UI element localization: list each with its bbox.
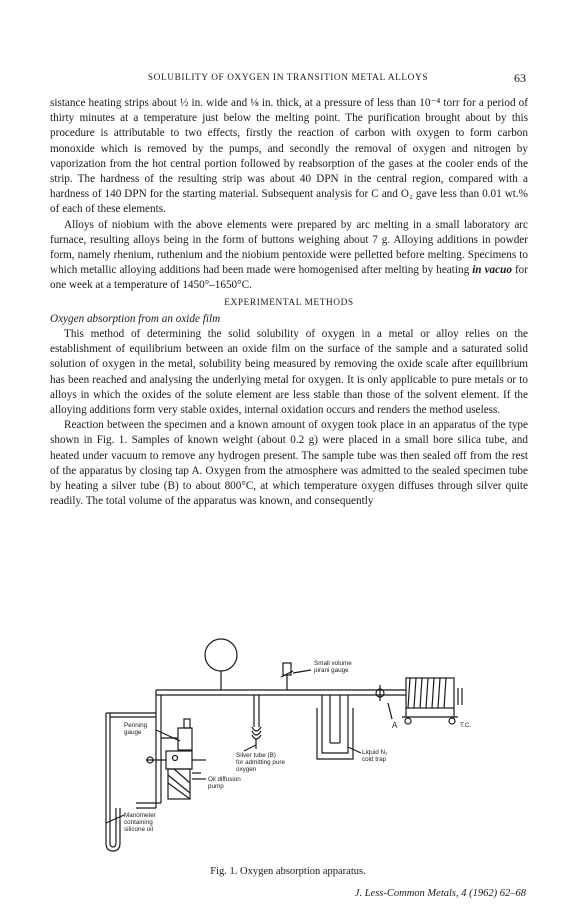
paragraph-2-text: Alloys of niobium with the above elements were prepared by arc melting in a small laboratory arc furnace, resulting alloys being in the form of buttons weighing about 7 g. Alloying additions in powder form, namely rhenium, ruthenium and the niobium pentoxide were pelletted before melting. Specimens to which metallic alloying additions had been made were homogenised after melting by heating	[50, 218, 528, 277]
journal-footer	[355, 888, 526, 899]
label-manometer-3: silicone oil	[124, 826, 154, 833]
paragraph-4: Reaction between the specimen and a known amount of oxygen took place in an apparatus of the type shown in Fig. 1. Samples of known weight (about 0.2 g) were placed in a small bore silica tube, and heated under vacuum to remove any hydrogen present. The sample tube was then sealed off from the rest of the apparatus by closing tap A. Oxygen from the atmosphere was admitted to the sealed specimen tube by heating a silver tube (B) to about 800°C, at which temperature oxygen diffuses through silver quite readily. The total volume of the apparatus was known, and consequently	[50, 419, 528, 508]
page-number: 63	[514, 71, 526, 85]
tap-a	[376, 685, 384, 701]
label-pirani-2: pirani gauge	[314, 667, 349, 674]
figure-caption: Fig. 1. Oxygen absorption apparatus.	[210, 866, 366, 877]
journal-name: J. Less-Common Metals,	[354, 888, 459, 899]
apparatus-diagram	[96, 633, 476, 858]
body-text	[50, 96, 528, 509]
label-manometer-2: containing	[124, 819, 153, 826]
label-trap-1: Liquid N₂	[362, 749, 388, 756]
paragraph-3: This method of determining the solid solubility of oxygen in a metal or alloy relies on the establishment of equilibrium between an oxide film on the surface of the sample and a saturated solid solution of oxygen in the metal, solubility being measured by removing the oxide scale after equilibrium has been reached and analysing the underlying metal for oxygen. It is only applicable to pure metals or to alloys in which the oxides of the solute element are less stable than those of the solvent element. If the alloying additions form very stable oxides, internal oxidation occurs and renders the method useless.	[50, 328, 528, 417]
label-silver-2: for admitting pure	[236, 759, 286, 766]
paragraph-2-end: for one week at a temperature of 1450°–1650°C.	[50, 264, 529, 292]
pirani-gauge	[281, 663, 293, 690]
cold-trap	[317, 695, 353, 759]
paragraph-1: sistance heating strips about ½ in. wide and ⅛ in. thick, at a pressure of less than 10⁻⁴ torr for a period of thirty minutes at a temperature just below the melting point. The purification brought about by this procedure is attributable to two effects, firstly the reaction of carbon with oxygen to form carbon monoxide which is removed by the pumps, and secondly the removal of oxygen and nitrogen by vaporization from the hot central portion followed by reabsorption of the gases at the cooler ends of the strip. The hardness of the resulting strip was about 40 DPN in the central region, compared with a hardness of 140 DPN for the starting material. Subsequent analysis for C and O₂ gave less than 0.01 wt.% of each of these elements.	[50, 97, 528, 216]
in-vacuo-emphasis: in vacuo	[472, 264, 512, 277]
figure-1	[96, 633, 476, 858]
page-header	[0, 71, 576, 89]
silver-tube-b	[252, 695, 261, 749]
label-pirani-1: Small volume	[314, 660, 352, 667]
journal-citation: 4 (1962) 62–68	[458, 888, 526, 899]
running-head: SOLUBILITY OF OXYGEN IN TRANSITION METAL ALLOYS	[147, 73, 429, 83]
pressure-gauge-dial	[205, 639, 237, 671]
section-heading: EXPERIMENTAL METHODS	[224, 297, 354, 308]
label-penning-1: Penning	[124, 722, 148, 729]
label-silver-3: oxygen	[236, 766, 257, 773]
label-silver-1: Silver tube (B)	[236, 752, 276, 759]
diffusion-pump	[146, 751, 206, 799]
label-manometer-1: Manometer	[124, 812, 156, 819]
label-tc: T.C.	[460, 722, 472, 729]
subsection-heading: Oxygen absorption from an oxide film	[50, 312, 221, 325]
paragraph-2	[50, 218, 528, 294]
label-penning-2: gauge	[124, 729, 142, 736]
label-pump-1: Oil diffusion	[208, 776, 241, 783]
furnace	[402, 678, 462, 724]
label-trap-2: cold trap	[362, 756, 387, 763]
label-pump-2: pump	[208, 783, 224, 790]
label-tap-a: A	[392, 721, 398, 730]
